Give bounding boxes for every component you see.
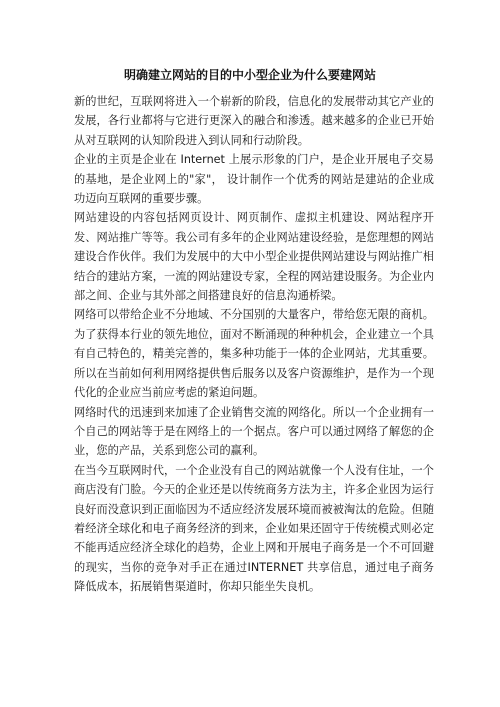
paragraph-4: 网络可以带给企业不分地域、不分国别的大量客户，带给您无限的商机。为了获得本行业的领先地位，面对不断涌现的种种机会，企业建立一个具有自己特色的，精美完善的，集多种功能于一体的企业网站，尤其重要。所以在当前如何利用网络提供售后服务以及客户资源维护，是作为一个现代化的企业应当前应考虑的紧迫问题。: [74, 308, 434, 400]
paragraph-3: 网站建设的内容包括网页设计、网页制作、虚拟主机建设、网站程序开发、网站推广等等。我公司有多年的企业网站建设经验，是您理想的网站建设合作伙伴。我们为发展中的大中小型企业提供网站建设与网站推广相结合的建站方案，一流的网站建设专家，全程的网站建设服务。为企业内部之间、企业与其外部之间搭建良好的信息沟通桥梁。: [74, 211, 434, 303]
paragraph-6: 在当今互联网时代，一个企业没有自己的网站就像一个人没有住址，一个商店没有门脸。今天的企业还是以传统商务方法为主，许多企业因为运行良好而没意识到正面临因为不适应经济发展环境而被被淘汰的危险。但随着经济全球化和电子商务经济的到来，企业如果还固守于传统模式则必定不能再适应经济全球化的趋势，企业上网和开展电子商务是一个不可回避的现实，当你的竞争对手正在通过INTERNET 共享信息，通过电子商务降低成本，拓展销售渠道时，你却只能坐失良机。: [74, 463, 434, 594]
paragraph-5: 网络时代的迅速到来加速了企业销售交流的网络化。所以一个企业拥有一个自己的网站等于是在网络上的一个据点。客户可以通过网络了解您的企业，您的产品，关系到您公司的赢利。: [74, 405, 434, 458]
paragraph-1: 新的世纪，互联网将进入一个崭新的阶段，信息化的发展带动其它产业的发展，各行业都将与它进行更深入的融合和渗透。越来越多的企业已开始从对互联网的认知阶段进入到认同和行动阶段。: [74, 95, 434, 147]
document-title: 明确建立网站的目的中小型企业为什么要建网站: [123, 68, 376, 82]
paragraph-2: 企业的主页是企业在 Internet 上展示形象的门户，是企业开展电子交易的基地，是企业网上的"家"， 设计制作一个优秀的网站是建站的企业成功迈向互联网的重要步骤。: [74, 153, 434, 206]
document-body: [74, 92, 434, 597]
